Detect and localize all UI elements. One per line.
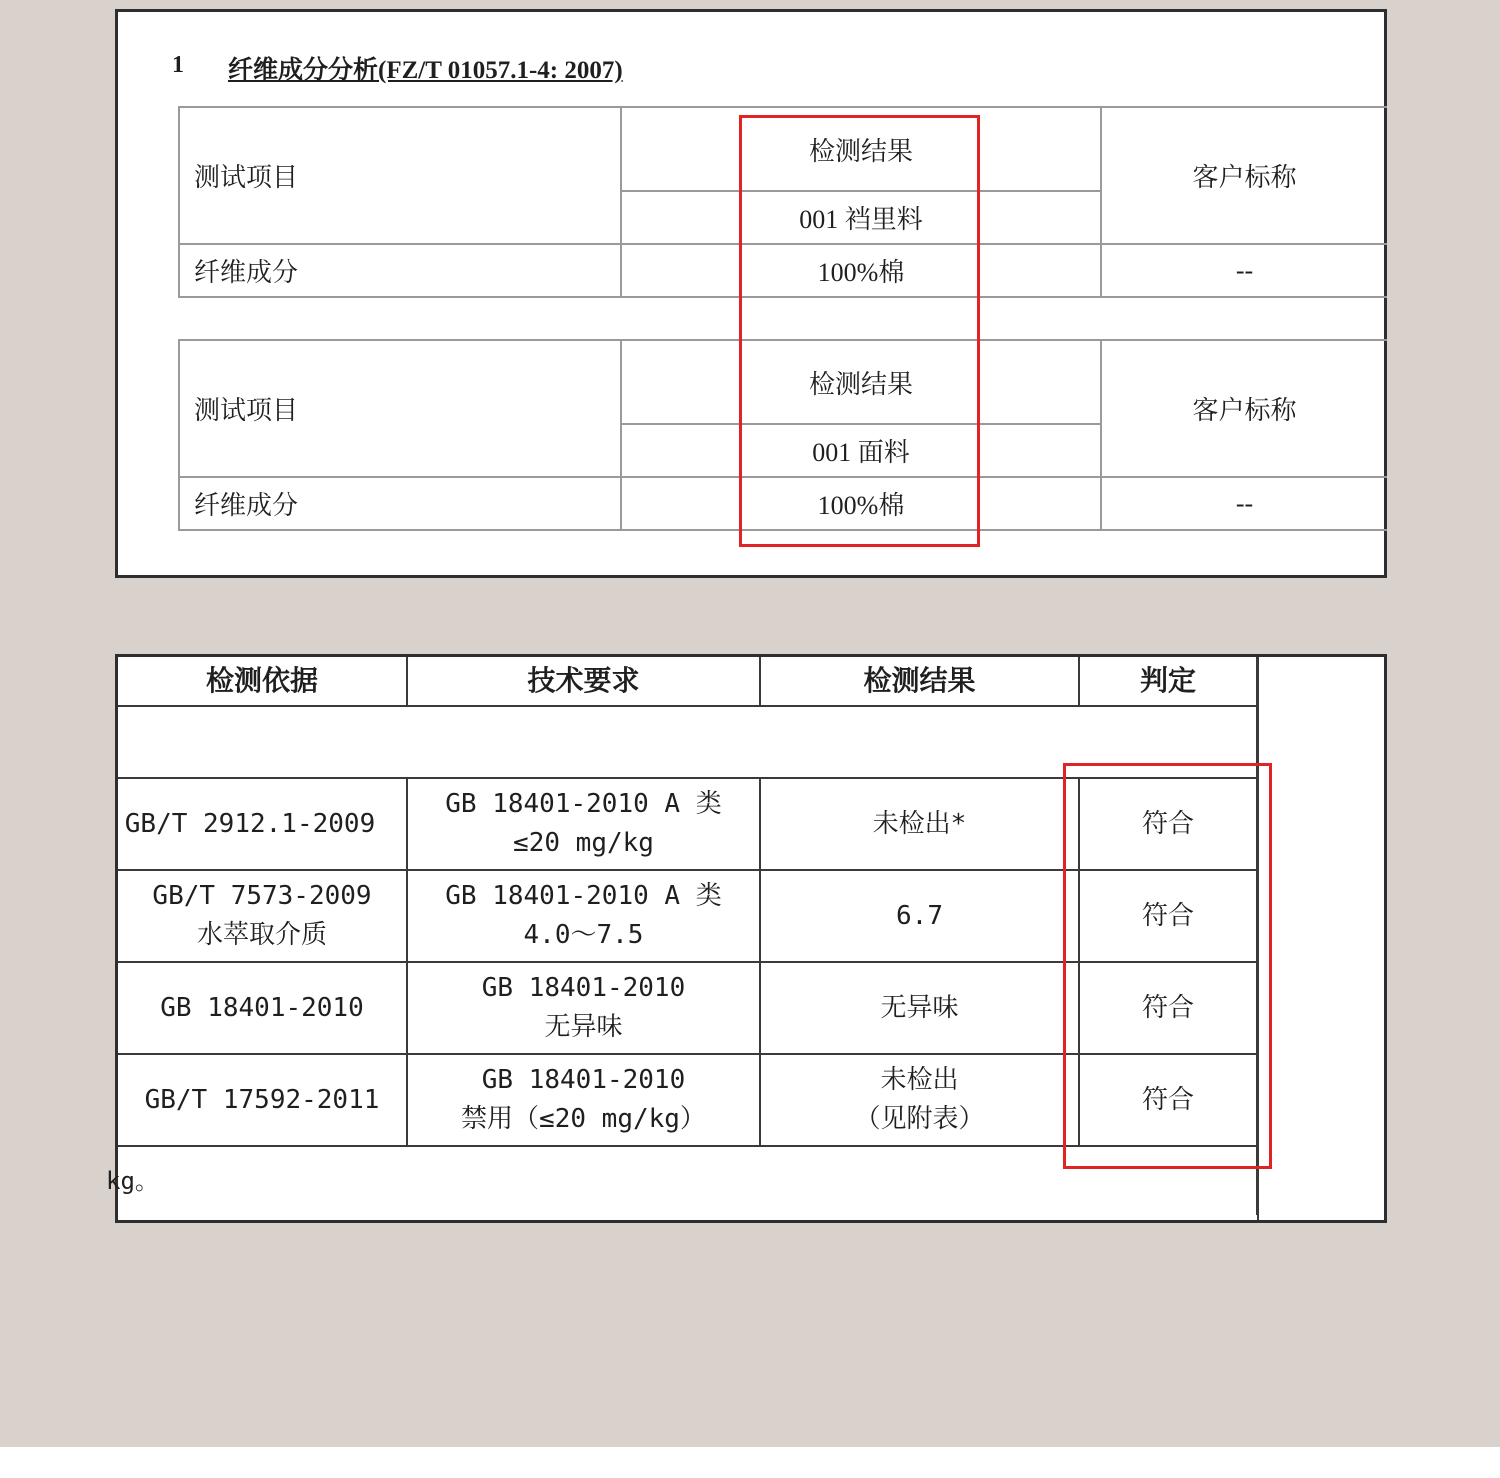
requirement-line2: 禁用（≤20 mg/kg）: [461, 1104, 706, 1134]
header-basis: 检测依据: [118, 657, 407, 706]
judgement: 符合: [1079, 870, 1257, 962]
result-header: 检测结果: [621, 107, 1101, 191]
highlight-box-judgement: [1063, 763, 1272, 1169]
bottom-strip: [0, 1447, 1500, 1478]
judgement: 符合: [1079, 1054, 1257, 1146]
basis: GB/T 17592-2011: [118, 1054, 407, 1146]
test-results-panel: [106, 654, 1387, 1223]
sample-label: 001 裆里料: [621, 191, 1101, 244]
judgement: 符合: [1079, 778, 1257, 870]
row-result: 100%棉: [621, 244, 1101, 297]
row-claim: --: [1101, 477, 1387, 530]
basis: GB/T 7573-2009: [152, 881, 372, 911]
fiber-composition-panel: [115, 9, 1387, 578]
basis: GB 18401-2010: [118, 962, 407, 1054]
row-label: 纤维成分: [179, 244, 621, 297]
footnote: kg。: [106, 1167, 159, 1195]
claim-header: 客户标称: [1101, 107, 1387, 244]
requirement-line2: 无异味: [544, 1012, 623, 1042]
row-result: 100%棉: [621, 477, 1101, 530]
basis: GB/T 2912.1-2009: [124, 808, 376, 839]
requirement-line2: ≤20 mg/kg: [513, 828, 654, 858]
requirement-line1: GB 18401-2010 A 类: [445, 789, 722, 819]
row-label: 纤维成分: [179, 477, 621, 530]
basis-line2: 水萃取介质: [196, 920, 327, 950]
requirement-line2: 4.0～7.5: [523, 920, 644, 950]
test-item-header: 测试项目: [179, 340, 621, 477]
header-result: 检测结果: [760, 657, 1079, 706]
row-claim: --: [1101, 244, 1387, 297]
test-item-header: 测试项目: [179, 107, 621, 244]
header-requirement: 技术要求: [407, 657, 760, 706]
claim-header: 客户标称: [1101, 340, 1387, 477]
section-title: 纤维成分分析(FZ/T 01057.1-4: 2007): [228, 57, 623, 84]
header-judgement: 判定: [1079, 657, 1257, 706]
result-header: 检测结果: [621, 340, 1101, 424]
requirement-line1: GB 18401-2010: [481, 973, 686, 1003]
result-line1: 无异味: [880, 992, 959, 1023]
table-header-row: [118, 657, 1257, 706]
judgement: 符合: [1079, 962, 1257, 1054]
requirement-line1: GB 18401-2010: [481, 1065, 686, 1095]
result-line1: 未检出*: [872, 808, 967, 839]
requirement-line1: GB 18401-2010 A 类: [445, 881, 722, 911]
section-number: 1: [172, 52, 184, 78]
highlight-box-results: [739, 115, 980, 547]
result-line1: 6.7: [896, 900, 943, 931]
result-line1: 未检出: [880, 1065, 959, 1095]
sample-label: 001 面料: [621, 424, 1101, 477]
result-line2: （见附表）: [854, 1104, 985, 1134]
